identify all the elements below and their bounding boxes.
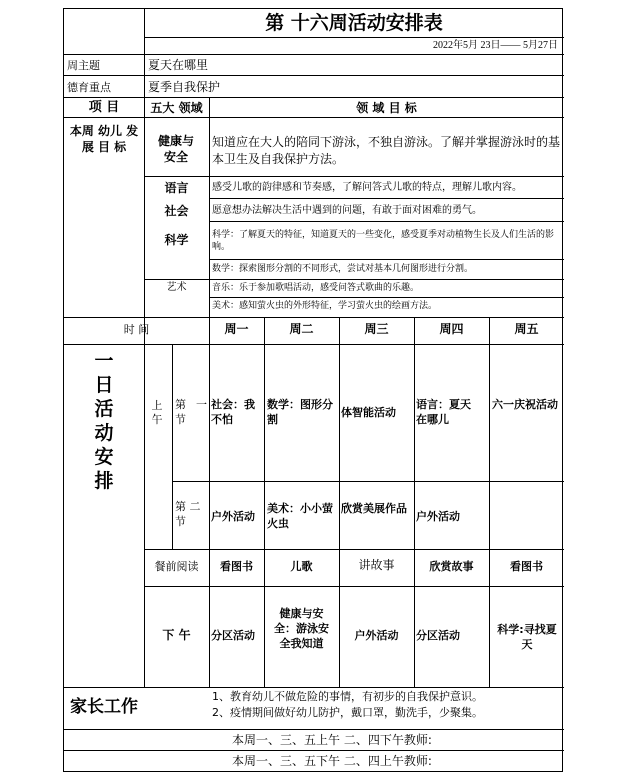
- teacher-line-1: 本周一、三、五上午 二、四下午教师:: [232, 733, 432, 747]
- rule: [144, 586, 564, 587]
- rule: [172, 344, 173, 549]
- p2-thu: 户外活动: [416, 510, 460, 523]
- theme-value: 夏天在哪里: [148, 58, 209, 72]
- rule: [64, 54, 564, 55]
- rule: [64, 729, 564, 730]
- rule: [64, 117, 564, 118]
- afternoon-tue: 健康与安全：游泳安全我知道: [274, 607, 329, 650]
- time-header: 时 间: [123, 323, 150, 336]
- daily-activity-label: 一日活动安排: [94, 350, 114, 492]
- rule: [209, 221, 564, 222]
- goal-music: 音乐：乐于参加歌唱活动，感受问答式歌曲的乐趣。: [212, 283, 420, 293]
- rule: [264, 317, 265, 687]
- afternoon-mon: 分区活动: [211, 629, 255, 642]
- rule: [209, 259, 564, 260]
- rule: [414, 317, 415, 687]
- rule: [209, 317, 210, 687]
- domain-art: 艺术: [166, 282, 187, 293]
- moral-value: 夏季自我保护: [148, 80, 221, 94]
- domain-social: 社会: [164, 204, 189, 218]
- p2-wed: 欣赏美展作品: [341, 502, 407, 515]
- theme-label: 周主题: [67, 59, 100, 72]
- date-range: 2022年5月 23日—— 5月27日: [433, 40, 558, 51]
- rule: [172, 481, 564, 482]
- p1-thu: 语言：夏天在哪儿: [416, 398, 471, 426]
- goal-language: 感受儿歌的韵律感和节奏感，了解问答式儿歌的特点，理解儿歌内容。: [212, 182, 522, 193]
- goal-art: 美术：感知萤火虫的外形特征，学习萤火虫的绘画方法。: [212, 301, 438, 311]
- rule: [144, 279, 564, 280]
- reading-tue: 儿歌: [290, 560, 313, 573]
- reading-label: 餐前阅读: [154, 560, 199, 573]
- period-1-text: 第 一节: [175, 398, 207, 426]
- goal-social: 愿意想办法解决生活中遇到的问题，有敢于面对困难的勇气。: [212, 205, 482, 216]
- day-thu: 周四: [439, 322, 464, 336]
- reading-fri: 看图书: [510, 560, 543, 573]
- teacher-line-2: 本周一、三、五下午 二、四上午教师:: [232, 754, 432, 768]
- afternoon-label: 下 午: [162, 628, 191, 642]
- rule: [64, 750, 564, 751]
- domain-health: 健康与安全: [157, 134, 194, 164]
- parents-item-1: 1、教育幼儿不做危险的事情，有初步的自我保护意识。: [212, 690, 483, 703]
- afternoon-fri: 科学:寻找夏天: [497, 623, 557, 651]
- goal-math: 数学：探索图形分割的不同形式，尝试对基本几何图形进行分割。: [212, 264, 474, 274]
- p2-tue: 美术：小小萤火虫: [267, 502, 333, 530]
- col-goal-header: 领 域 目 标: [356, 101, 417, 115]
- rule: [209, 97, 210, 317]
- goal-science: 科学：了解夏天的特征，知道夏天的一些变化，感受夏季对动植物生长及人们生活的影响。: [212, 230, 555, 252]
- afternoon-thu: 分区活动: [416, 629, 460, 642]
- p1-mon: 社会：我不怕: [211, 398, 255, 426]
- p1-fri: 六一庆祝活动: [492, 398, 558, 411]
- day-wed: 周三: [364, 322, 389, 336]
- reading-thu: 欣赏故事: [429, 560, 474, 573]
- period-1-label: [175, 397, 207, 427]
- col-domain-header: 五大 领域: [150, 101, 203, 115]
- rule: [144, 176, 564, 177]
- day-fri: 周五: [514, 322, 539, 336]
- reading-wed: 讲故事: [358, 558, 395, 572]
- period-2-label: [175, 499, 207, 529]
- page-title: 第 十六周活动安排表: [265, 12, 443, 34]
- schedule-sheet: [63, 8, 563, 772]
- domain-language: 语言: [164, 181, 189, 195]
- day-tue: 周二: [289, 322, 314, 336]
- rule: [144, 549, 564, 550]
- goal-health: 知道应在大人的陪同下游泳，不独自游泳。了解并掌握游泳时的基本卫生及自我保护方法。: [212, 135, 561, 166]
- weekly-goals-label: 本周 幼儿 发展 目 标: [69, 124, 139, 154]
- domain-science: 科学: [164, 233, 189, 247]
- reading-mon: 看图书: [220, 560, 253, 573]
- p1-wed: 体智能活动: [341, 406, 396, 419]
- parents-item-2: 2、疫情期间做好幼儿防护，戴口罩，勤洗手，少聚集。: [212, 706, 483, 719]
- p1-tue: 数学：图形分割: [267, 398, 333, 426]
- rule: [64, 97, 564, 98]
- p2-mon: 户外活动: [211, 510, 255, 523]
- moral-label: 德育重点: [67, 81, 111, 94]
- rule: [209, 297, 564, 298]
- rule: [209, 198, 564, 199]
- rule: [489, 317, 490, 687]
- col-item-header: 项 目: [88, 100, 120, 115]
- rule: [144, 37, 564, 38]
- parents-label: 家长工作: [70, 697, 138, 717]
- rule: [64, 75, 564, 76]
- rule: [64, 687, 564, 688]
- afternoon-wed: 户外活动: [354, 629, 399, 642]
- period-2-text: 第 二节: [175, 500, 201, 528]
- morning-label: 上午: [151, 399, 163, 426]
- day-mon: 周一: [224, 322, 249, 336]
